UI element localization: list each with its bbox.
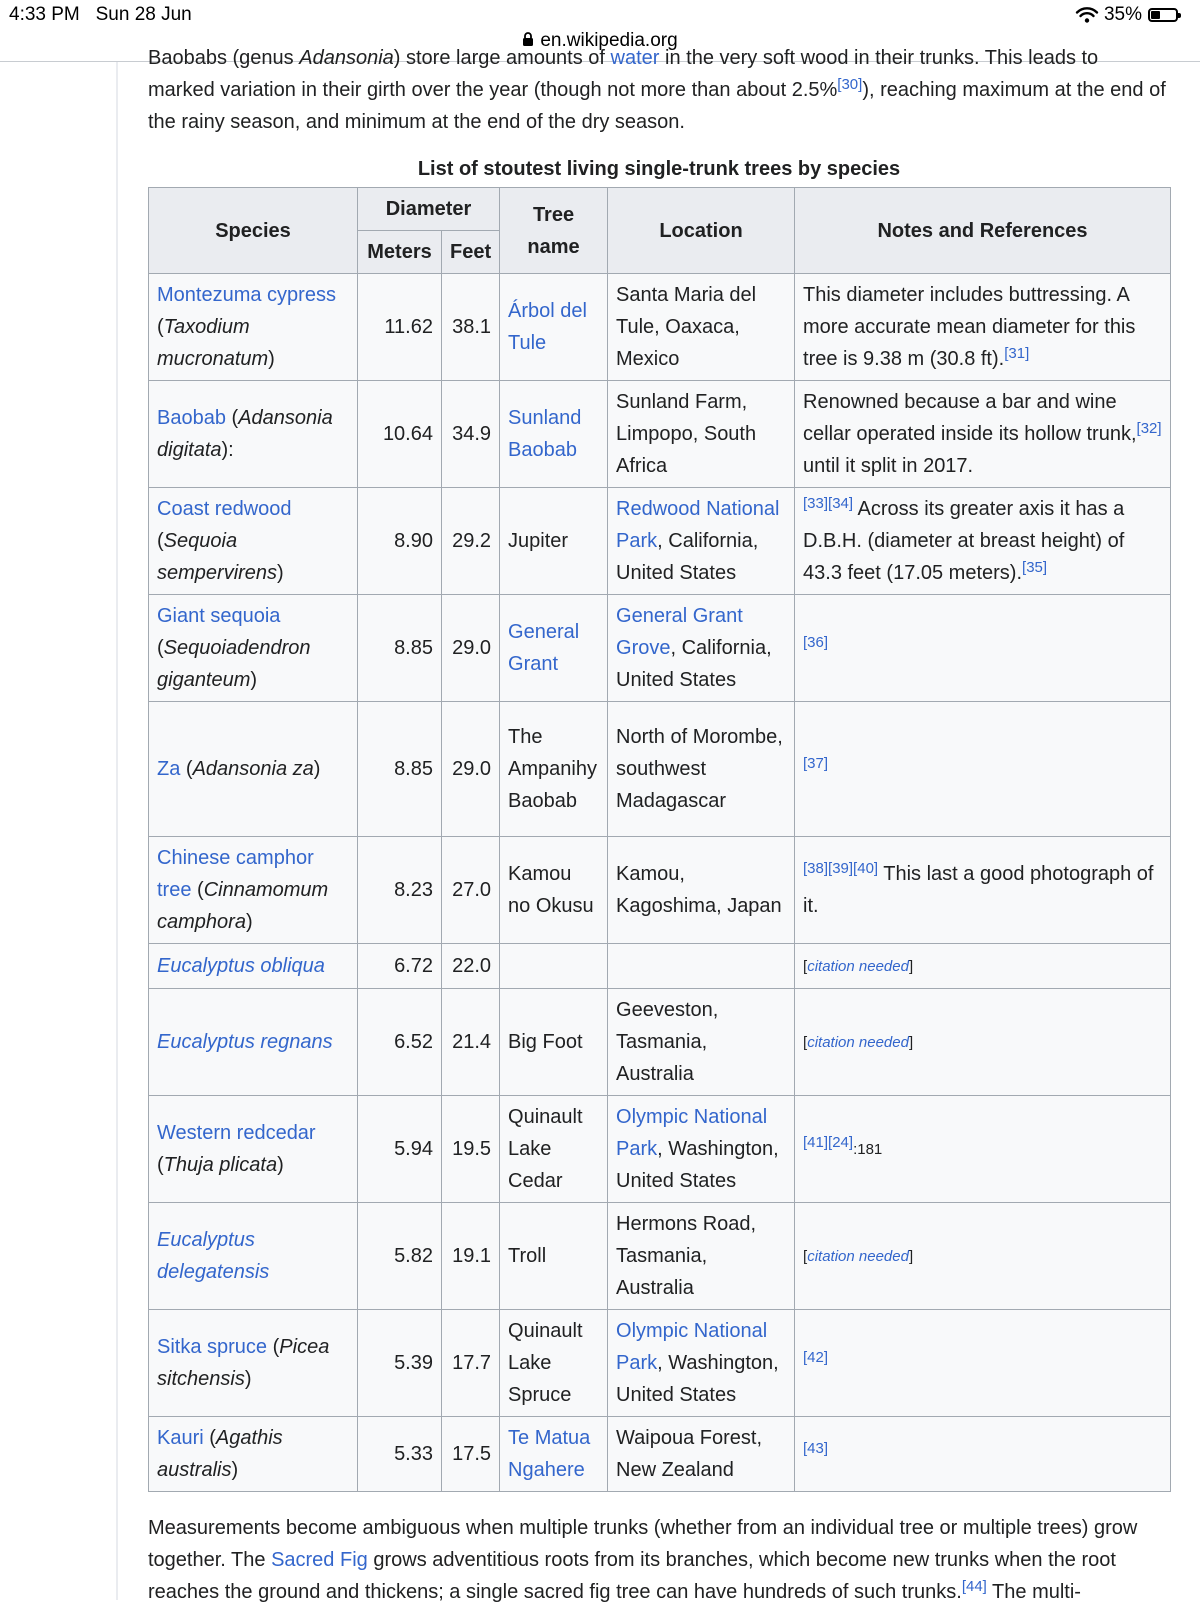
species-scientific-name: Cinnamomum camphora (157, 879, 329, 933)
cell-feet: 29.0 (442, 595, 500, 702)
cell-meters: 11.62 (358, 274, 442, 381)
table-row (149, 944, 1171, 989)
table-row (149, 1310, 1171, 1417)
species-link[interactable]: Eucalyptus delegatensis (157, 1229, 270, 1283)
tree-name: Kamou no Okusu (508, 863, 594, 917)
cell-species: Za (Adansonia za) (149, 702, 358, 837)
table-row (149, 837, 1171, 944)
species-scientific-name: Thuja plicata (163, 1154, 278, 1176)
note-ref-link[interactable]: [43] (803, 1440, 829, 1457)
cell-feet: 19.5 (442, 1096, 500, 1203)
url-text: en.wikipedia.org (540, 30, 678, 51)
location-text: North of Morombe, southwest Madagascar (616, 726, 783, 812)
tree-name: The Ampanihy Baobab (508, 726, 597, 812)
species-scientific-name: Sequoiadendron giganteum (157, 637, 311, 691)
cell-feet: 22.0 (442, 944, 500, 989)
notes-text: Renowned because a bar and wine cellar operated inside its hollow trunk, (803, 391, 1137, 445)
tree-name: Quinault Lake Cedar (508, 1106, 583, 1192)
species-link[interactable]: Za (157, 758, 181, 780)
status-right (1076, 4, 1178, 26)
status-time: 4:33 PM Sun 28 Jun (9, 4, 192, 25)
cell-location (608, 381, 795, 488)
header-location: Location (608, 188, 795, 274)
cell-tree-name (500, 274, 608, 381)
table-row (149, 595, 1171, 702)
outro-paragraph: Measurements become ambiguous when multiple trunks (whether from an individual tree or multiple trees) grow together. The Sacred Fig grows adventitious roots from its branches, which become new trunks when the root reaches the ground and thickens; a single sacred fig tree can have hundreds of such trunks.[44] The multi- (148, 1517, 1138, 1603)
table-row (149, 1417, 1171, 1492)
cell-species: Montezuma cypress (Taxodium mucronatum) (149, 274, 358, 381)
cell-location (608, 989, 795, 1096)
cell-location (608, 595, 795, 702)
table-row (149, 381, 1171, 488)
cell-tree-name (500, 1310, 608, 1417)
location-link[interactable]: Olympic National Park (616, 1320, 768, 1374)
species-link[interactable]: Eucalyptus regnans (157, 1031, 333, 1053)
sacred-fig-link[interactable]: Sacred Fig (271, 1549, 368, 1571)
species-link[interactable]: Coast redwood (157, 498, 292, 520)
cell-feet: 21.4 (442, 989, 500, 1096)
cell-meters: 5.82 (358, 1203, 442, 1310)
wifi-icon (1076, 7, 1098, 23)
location-text: , California, United States (616, 530, 759, 584)
cell-notes (795, 488, 1171, 595)
cell-notes (795, 381, 1171, 488)
location-text: Geeveston, Tasmania, Australia (616, 999, 719, 1085)
cell-notes (795, 1203, 1171, 1310)
tree-name: Jupiter (508, 530, 569, 552)
cell-meters: 6.52 (358, 989, 442, 1096)
tree-name: Big Foot (508, 1031, 583, 1053)
header-tree-name: Tree name (500, 188, 608, 274)
cell-location (608, 274, 795, 381)
cell-tree-name (500, 1096, 608, 1203)
species-link[interactable]: Giant sequoia (157, 605, 281, 627)
note-ref-link[interactable]: [35] (1022, 559, 1048, 576)
notes-text: This last a good photograph of it. (803, 863, 1154, 917)
cell-notes (795, 702, 1171, 837)
table-row (149, 488, 1171, 595)
cell-feet: 34.9 (442, 381, 500, 488)
cell-meters: 8.90 (358, 488, 442, 595)
cell-species: Kauri (Agathis australis) (149, 1417, 358, 1492)
header-species: Species (149, 188, 358, 274)
location-text: Waipoua Forest, New Zealand (616, 1427, 763, 1481)
citation-needed[interactable]: [citation needed] (803, 1248, 914, 1265)
table-row (149, 989, 1171, 1096)
cell-notes (795, 274, 1171, 381)
header-notes: Notes and References (795, 188, 1171, 274)
cell-feet: 38.1 (442, 274, 500, 381)
cell-tree-name (500, 488, 608, 595)
status-bar (0, 0, 1200, 30)
cell-location (608, 944, 795, 989)
cell-notes (795, 1096, 1171, 1203)
location-text: , Washington, United States (616, 1352, 779, 1406)
cell-species: Sitka spruce (Picea sitchensis) (149, 1310, 358, 1417)
stoutest-trees-table (148, 187, 1171, 1492)
cell-tree-name (500, 1203, 608, 1310)
tree-name: Troll (508, 1245, 547, 1267)
table-row (149, 702, 1171, 837)
cell-feet: 29.0 (442, 702, 500, 837)
cell-species: Giant sequoia (Sequoiadendron giganteum) (149, 595, 358, 702)
battery-percent: 35% (1103, 4, 1142, 25)
cell-meters: 5.39 (358, 1310, 442, 1417)
note-ref-link[interactable]: [41][24] (803, 1134, 854, 1151)
species-scientific-name: Sequoia sempervirens (157, 530, 278, 584)
location-text: Hermons Road, Tasmania, Australia (616, 1213, 757, 1299)
cell-notes (795, 1417, 1171, 1492)
cell-notes (795, 595, 1171, 702)
cell-meters: 8.85 (358, 702, 442, 837)
note-ref-link[interactable]: [32] (1136, 420, 1162, 437)
species-scientific-name: Agathis australis (157, 1427, 283, 1481)
cell-notes (795, 989, 1171, 1096)
cell-meters: 8.23 (358, 837, 442, 944)
species-link[interactable]: Montezuma cypress (157, 284, 336, 306)
header-diameter: Diameter (358, 188, 500, 231)
header-feet: Feet (442, 231, 500, 274)
header-meters: Meters (358, 231, 442, 274)
table-row (149, 274, 1171, 381)
cell-tree-name (500, 381, 608, 488)
species-scientific-name: Picea sitchensis (157, 1336, 330, 1390)
table-row (149, 1096, 1171, 1203)
location-link[interactable]: Redwood National Park (616, 498, 780, 552)
location-text: , California, United States (616, 637, 772, 691)
cell-location (608, 837, 795, 944)
species-link[interactable]: Chinese camphor tree (157, 847, 314, 901)
cell-species (149, 944, 358, 989)
intro-paragraph: Baobabs (genus Adansonia) store large amounts of water in the very soft wood in their trunks. This leads to marked variation in their girth over the year (though not more than about 2.5%[30]), reaching maximum at the end of the rainy season, and minimum at the end of the dry season. (148, 47, 1166, 133)
cell-tree-name (500, 1417, 608, 1492)
notes-text: This diameter includes buttressing. A more accurate mean diameter for this tree is 9.38 m (30.8 ft). (803, 284, 1136, 370)
citation-needed[interactable]: [citation needed] (803, 958, 914, 975)
table-row (149, 1203, 1171, 1310)
citation-needed[interactable]: [citation needed] (803, 1034, 914, 1051)
cell-notes (795, 837, 1171, 944)
species-link[interactable]: Eucalyptus obliqua (157, 955, 325, 977)
location-text: Sunland Farm, Limpopo, South Africa (616, 391, 757, 477)
note-ref-link[interactable]: [31] (1004, 345, 1030, 362)
cell-notes (795, 944, 1171, 989)
location-text: , Washington, United States (616, 1138, 779, 1192)
cell-notes (795, 1310, 1171, 1417)
ref-44[interactable]: [44] (961, 1578, 987, 1595)
cell-species (149, 989, 358, 1096)
cell-feet: 17.7 (442, 1310, 500, 1417)
species-link[interactable]: Sitka spruce (157, 1336, 268, 1358)
tree-name-link[interactable]: Árbol del Tule (508, 300, 587, 354)
notes-tail: until it split in 2017. (803, 455, 974, 477)
location-link[interactable]: General Grant Grove (616, 605, 743, 659)
tree-name-link[interactable]: General Grant (508, 621, 580, 675)
cell-tree-name (500, 595, 608, 702)
cell-feet: 17.5 (442, 1417, 500, 1492)
tree-name-link[interactable]: Sunland Baobab (508, 407, 582, 461)
cell-tree-name (500, 944, 608, 989)
cell-species: Western redcedar (Thuja plicata) (149, 1096, 358, 1203)
cell-species (149, 1203, 358, 1310)
cell-tree-name (500, 837, 608, 944)
species-link[interactable]: Western redcedar (157, 1122, 316, 1144)
tree-name: Quinault Lake Spruce (508, 1320, 583, 1406)
water-link[interactable]: water (610, 47, 660, 69)
cell-species: Coast redwood (Sequoia sempervirens) (149, 488, 358, 595)
cell-meters: 10.64 (358, 381, 442, 488)
cell-tree-name (500, 989, 608, 1096)
location-link[interactable]: Olympic National Park (616, 1106, 768, 1160)
cell-location (608, 488, 795, 595)
cell-location (608, 702, 795, 837)
species-scientific-name: Adansonia digitata (157, 407, 333, 461)
cell-meters: 6.72 (358, 944, 442, 989)
note-ref-link[interactable]: [38][39][40] (803, 860, 879, 877)
species-scientific-name: Adansonia za (192, 758, 314, 780)
species-scientific-name: Taxodium mucronatum (157, 316, 269, 370)
battery-icon (1148, 8, 1178, 22)
cell-feet: 29.2 (442, 488, 500, 595)
cell-feet: 27.0 (442, 837, 500, 944)
cell-species: Baobab (Adansonia digitata): (149, 381, 358, 488)
note-ref-link[interactable]: [36] (803, 634, 829, 651)
cell-tree-name (500, 702, 608, 837)
note-ref-link[interactable]: [42] (803, 1349, 829, 1366)
note-ref-link[interactable]: [37] (803, 755, 829, 772)
cell-location (608, 1096, 795, 1203)
page-left-rule (116, 62, 118, 1600)
cell-feet: 19.1 (442, 1203, 500, 1310)
notes-text: Across its greater axis it has a D.B.H. (diameter at breast height) of 43.3 feet (17.05 meters). (803, 498, 1125, 584)
location-text: Santa Maria del Tule, Oaxaca, Mexico (616, 284, 757, 370)
cell-location (608, 1203, 795, 1310)
cell-location (608, 1310, 795, 1417)
species-link[interactable]: Kauri (157, 1427, 204, 1449)
article-content (148, 47, 1172, 1603)
table-caption: List of stoutest living single-trunk trees by species (417, 158, 901, 180)
location-text: Kamou, Kagoshima, Japan (616, 863, 782, 917)
cell-meters: 8.85 (358, 595, 442, 702)
cell-species: Chinese camphor tree (Cinnamomum camphora) (149, 837, 358, 944)
note-ref-link[interactable]: [33][34] (803, 495, 854, 512)
tree-name-link[interactable]: Te Matua Ngahere (508, 1427, 591, 1481)
species-link[interactable]: Baobab (157, 407, 226, 429)
cell-meters: 5.94 (358, 1096, 442, 1203)
ref-30[interactable]: [30] (837, 76, 863, 93)
notes-text: :181 (853, 1141, 883, 1158)
cell-meters: 5.33 (358, 1417, 442, 1492)
cell-location (608, 1417, 795, 1492)
